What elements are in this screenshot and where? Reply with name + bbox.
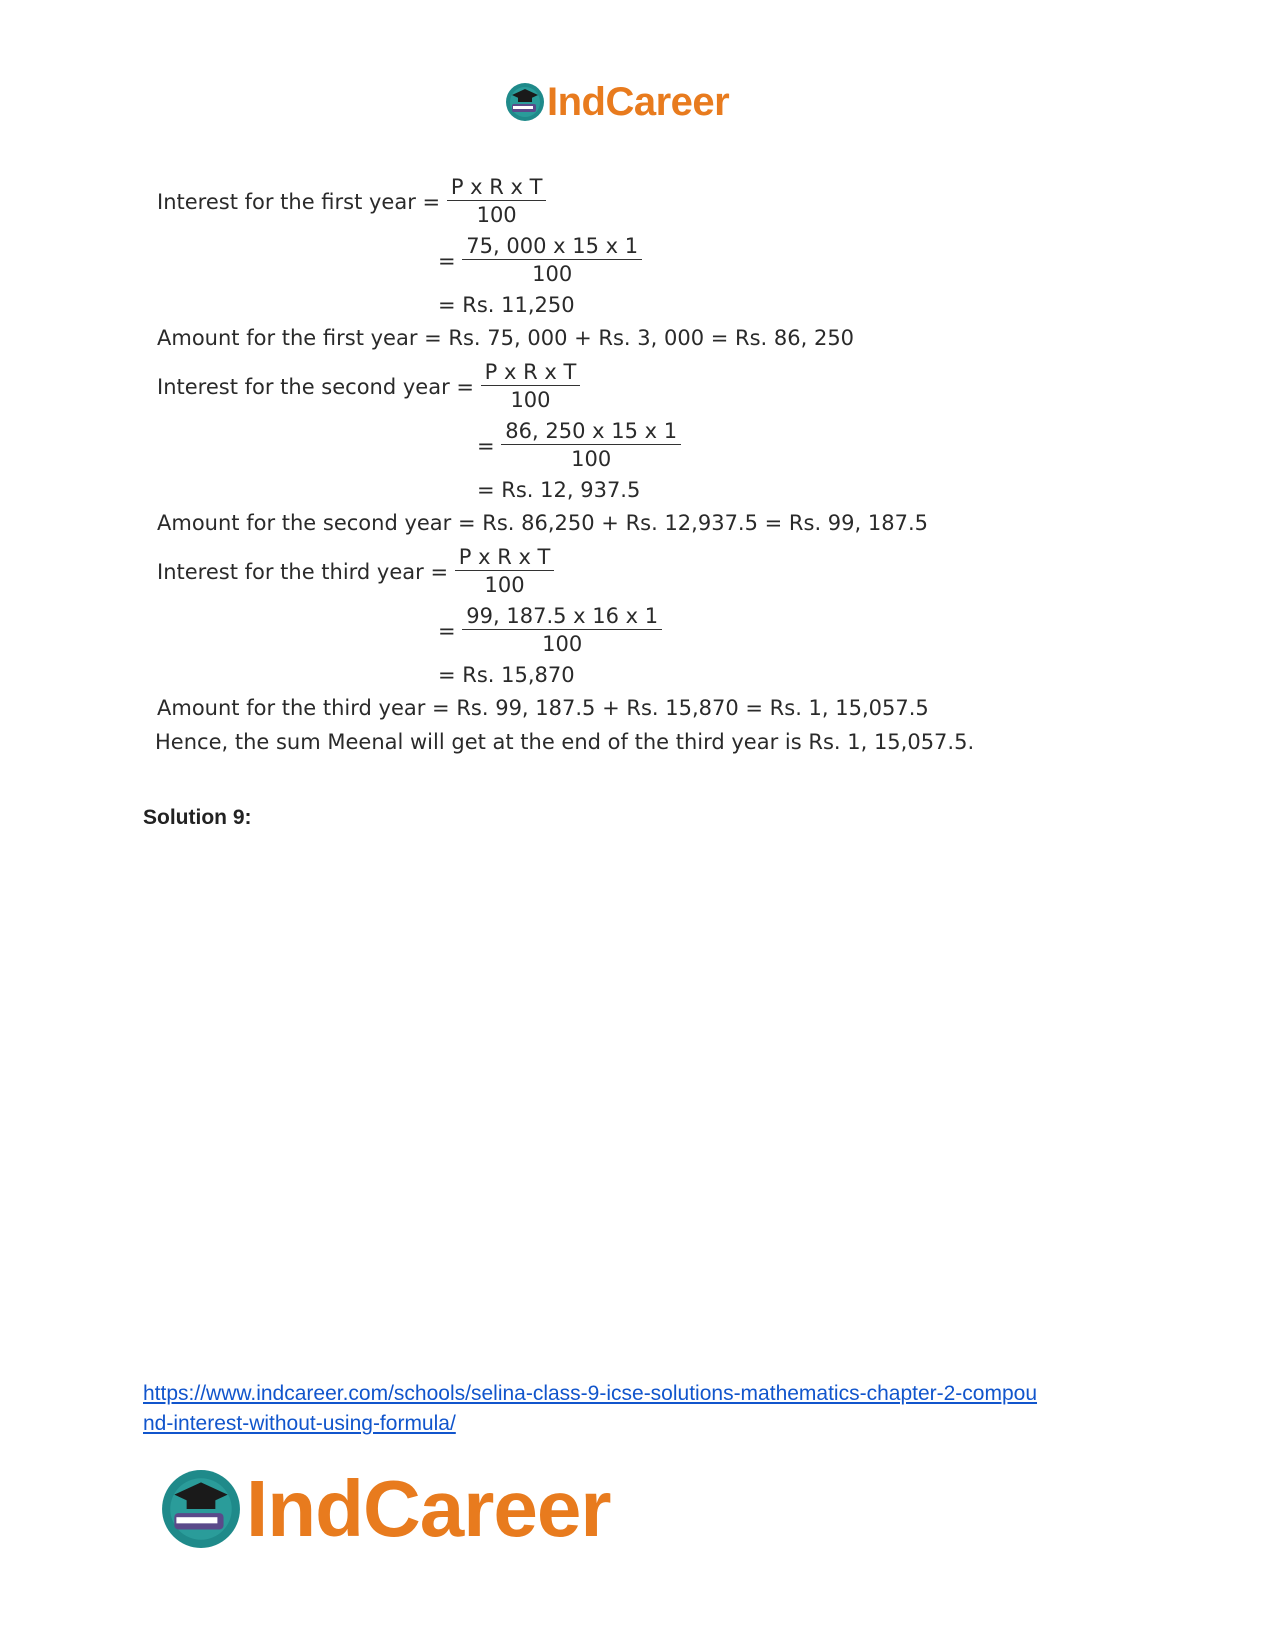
year3-interest-formula (157, 544, 554, 599)
year1-interest-formula (157, 174, 546, 229)
logo-text: IndCareer (246, 1464, 611, 1553)
year3-interest-label: Interest for the third year = (157, 560, 449, 584)
fraction-numerator: P x R x T (455, 544, 555, 571)
graduation-cap-book-icon (160, 1468, 242, 1550)
year1-amount-line: Amount for the first year = Rs. 75, 000 + Rs. 3, 000 = Rs. 86, 250 (157, 326, 855, 350)
fraction-denominator: 100 (542, 632, 583, 656)
substitution-fraction (462, 233, 642, 288)
year2-interest-label: Interest for the second year = (157, 375, 474, 399)
substitution-fraction (501, 418, 681, 473)
fraction-numerator: P x R x T (481, 359, 581, 386)
formula-fraction (447, 174, 547, 229)
fraction-numerator: 75, 000 x 15 x 1 (462, 233, 642, 260)
fraction-denominator: 100 (484, 573, 525, 597)
year1-interest-label: Interest for the first year = (157, 190, 441, 214)
source-link[interactable] (143, 1379, 1037, 1439)
conclusion-line: Hence, the sum Meenal will get at the end of the third year is Rs. 1, 15,057.5. (155, 730, 975, 754)
year2-substitution (477, 418, 681, 473)
year3-interest-result: = Rs. 15,870 (438, 663, 575, 687)
equals-sign: = (477, 434, 495, 458)
graduation-cap-book-icon (505, 82, 545, 122)
fraction-numerator: 86, 250 x 15 x 1 (501, 418, 681, 445)
formula-fraction (481, 359, 581, 414)
year3-substitution (438, 603, 662, 658)
equals-sign: = (438, 249, 456, 273)
year2-interest-formula (157, 359, 580, 414)
fraction-denominator: 100 (532, 262, 573, 286)
fraction-numerator: 99, 187.5 x 16 x 1 (462, 603, 662, 630)
source-link-line-1: https://www.indcareer.com/schools/selina-class-9-icse-solutions-mathematics-chapter-2-compou (143, 1382, 1038, 1405)
equals-sign: = (438, 619, 456, 643)
fraction-denominator: 100 (571, 447, 612, 471)
fraction-denominator: 100 (510, 388, 551, 412)
fraction-denominator: 100 (476, 203, 517, 227)
year2-interest-result: = Rs. 12, 937.5 (477, 478, 641, 502)
solution-heading: Solution 9: (143, 806, 252, 829)
year1-substitution (438, 233, 642, 288)
header-logo (505, 78, 729, 126)
logo-text: IndCareer (547, 80, 730, 124)
footer-logo (160, 1466, 610, 1552)
year2-amount-line: Amount for the second year = Rs. 86,250 + Rs. 12,937.5 = Rs. 99, 187.5 (157, 511, 928, 535)
source-link-line-2: nd-interest-without-using-formula/ (143, 1412, 456, 1435)
substitution-fraction (462, 603, 662, 658)
fraction-numerator: P x R x T (447, 174, 547, 201)
formula-fraction (455, 544, 555, 599)
year1-interest-result: = Rs. 11,250 (438, 293, 575, 317)
year3-amount-line: Amount for the third year = Rs. 99, 187.5 + Rs. 15,870 = Rs. 1, 15,057.5 (157, 696, 929, 720)
